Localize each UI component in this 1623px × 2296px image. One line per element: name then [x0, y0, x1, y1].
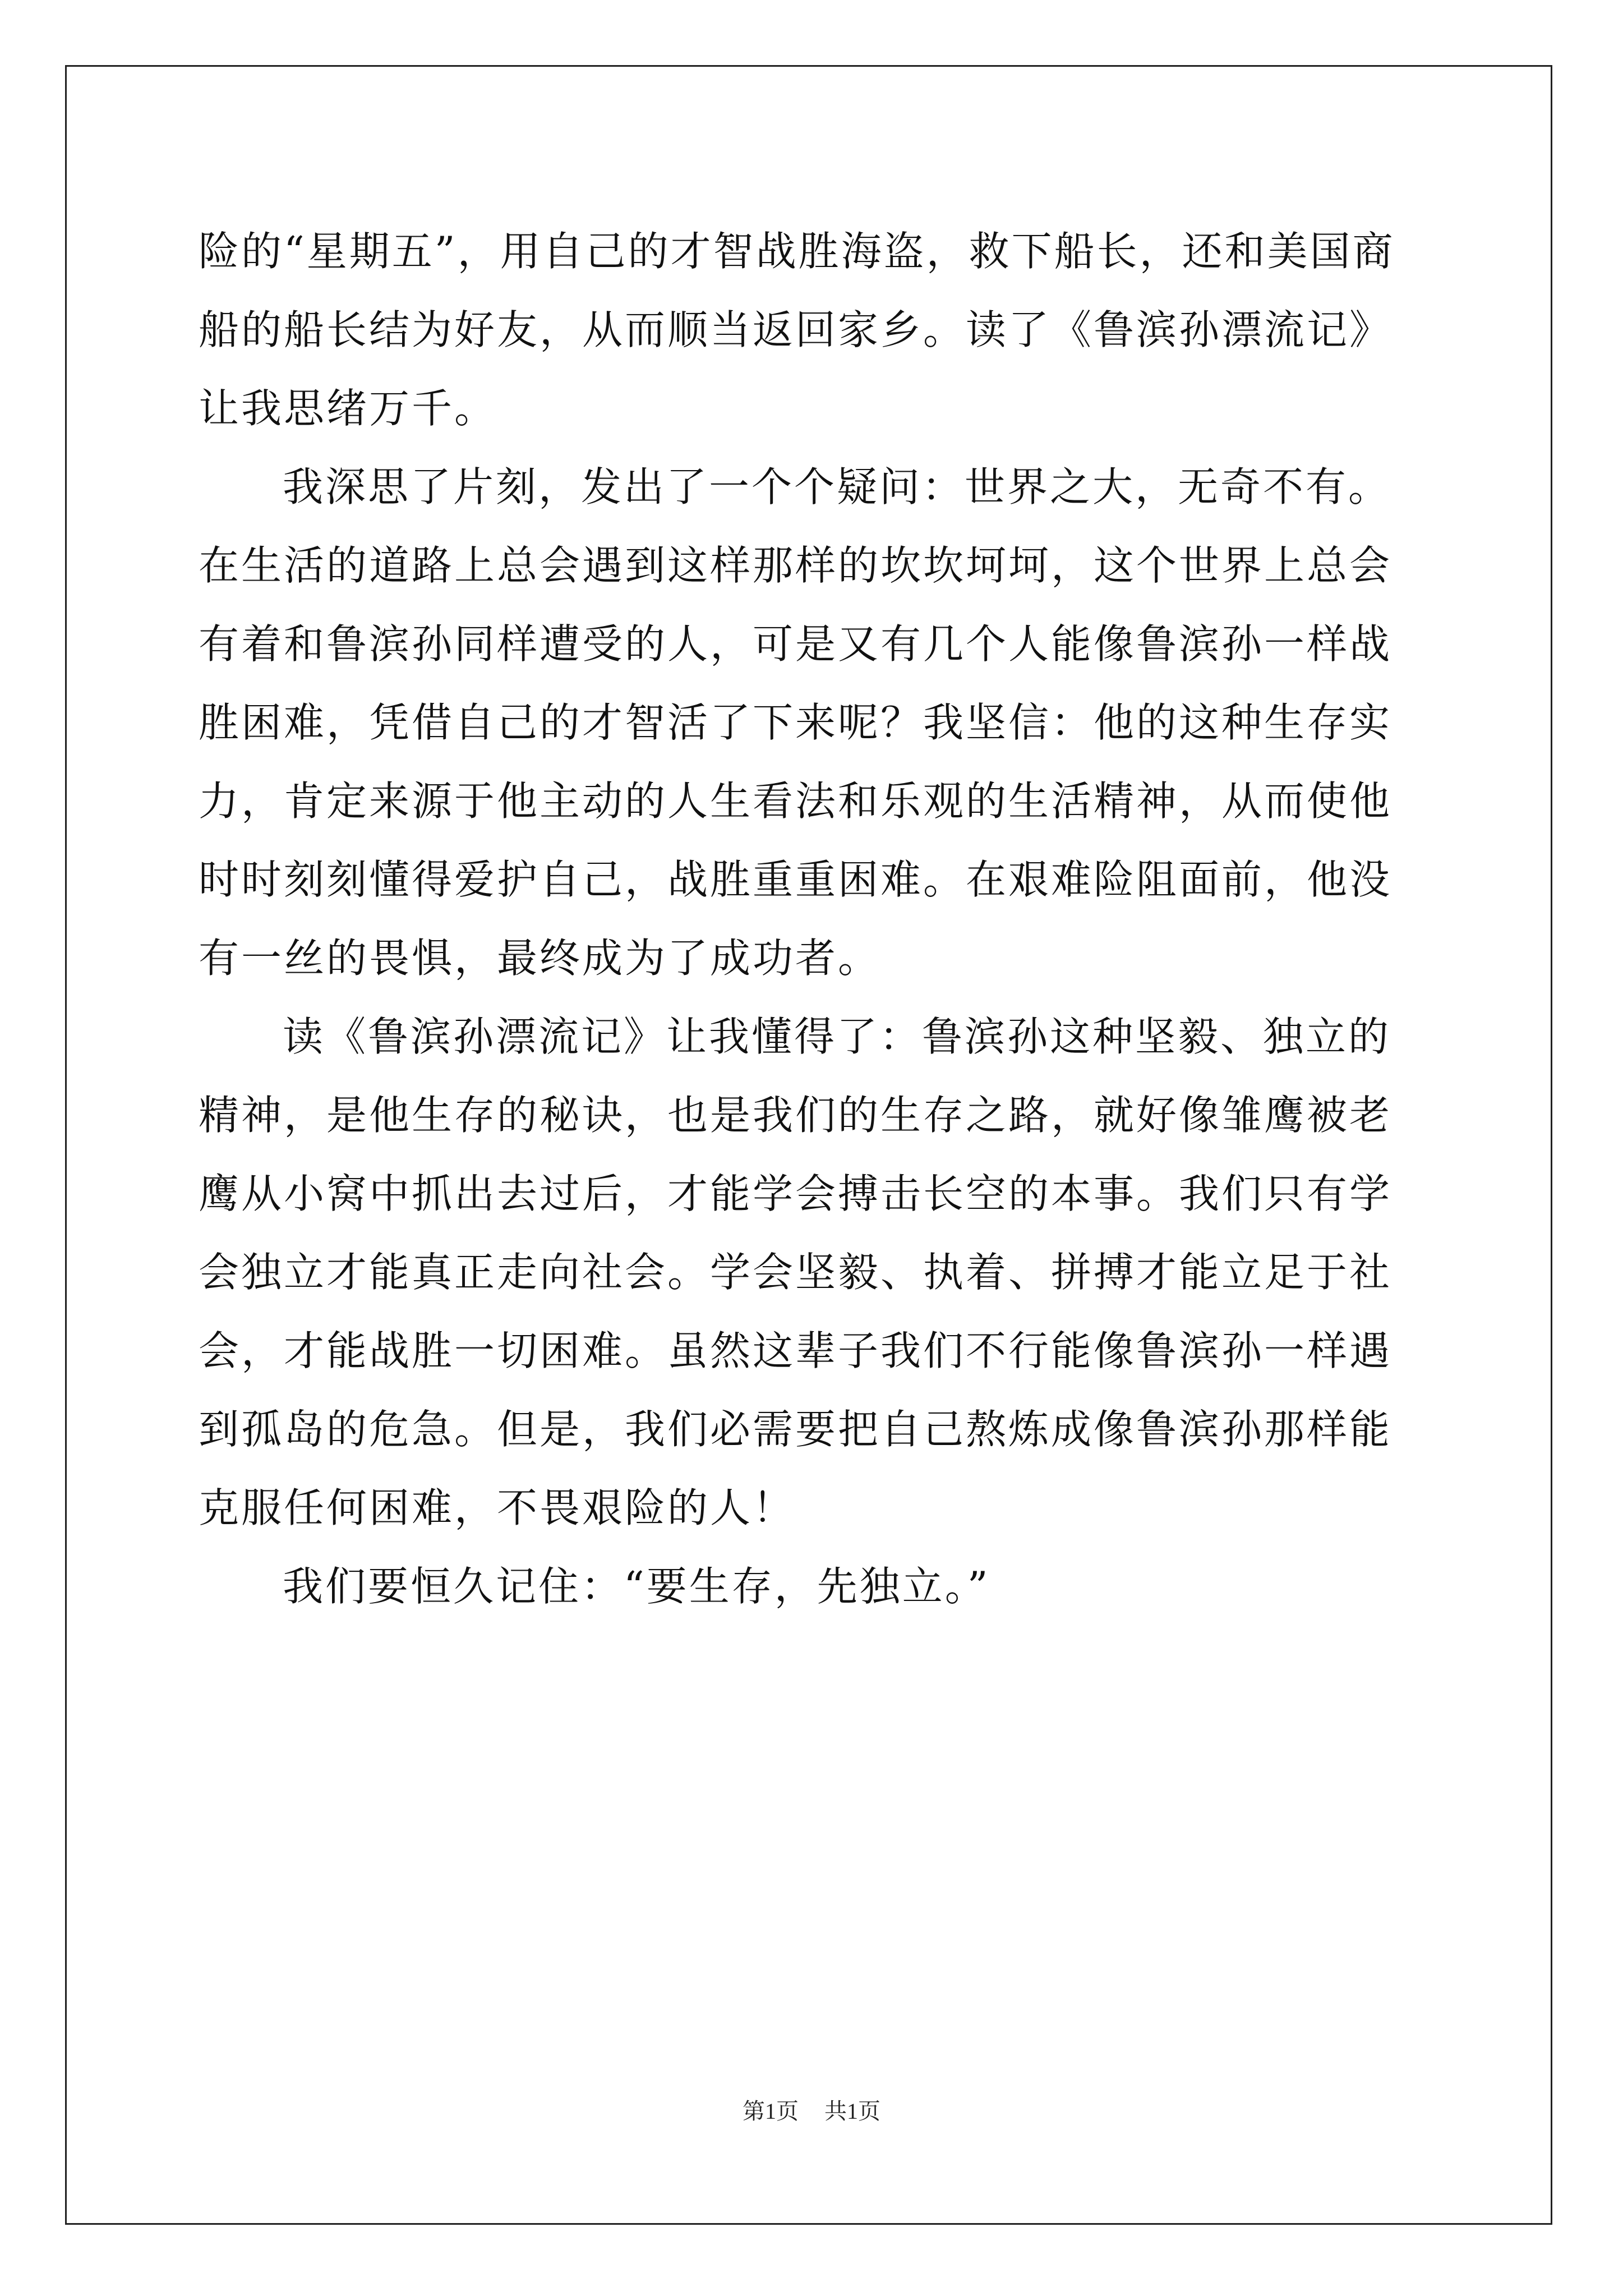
document-body: [199, 212, 1432, 1626]
page-number: 第1页: [743, 2099, 799, 2124]
paragraph-4: 我们要恒久记住：“要生存，先独立。”: [283, 1563, 990, 1610]
paragraph-3: 读《鲁滨孙漂流记》让我懂得了：鲁滨孙这种坚毅、独立的精神，是他生存的秘诀，也是我们的生存之路，就好像雏鹰被老鹰从小窝中抓出去过后，才能学会搏击长空的本事。我们只有学会独立才能真正走向社会。学会坚毅、执着、拼搏才能立足于社会，才能战胜一切困难。虽然这辈子我们不行能像鲁滨孙一样遇到孤岛的危急。但是，我们必需要把自己熬炼成像鲁滨孙那样能克服任何困难，不畏艰险的人！: [199, 1013, 1393, 1531]
paragraph-1: 险的“星期五”，用自己的才智战胜海盗，救下船长，还和美国商船的船长结为好友，从而顺当返回家乡。读了《鲁滨孙漂流记》让我思绪万千。: [199, 228, 1395, 432]
page-total: 共1页: [824, 2099, 880, 2124]
page-footer: [0, 2095, 1623, 2128]
paragraph-2: 我深思了片刻，发出了一个个疑问：世界之大，无奇不有。在生活的道路上总会遇到这样那样的坎坎坷坷，这个世界上总会有着和鲁滨孙同样遭受的人，可是又有几个人能像鲁滨孙一样战胜困难，凭借自己的才智活了下来呢？我坚信：他的这种生存实力，肯定来源于他主动的人生看法和乐观的生活精神，从而使他时时刻刻懂得爱护自己，战胜重重困难。在艰难险阻面前，他没有一丝的畏惧，最终成为了成功者。: [199, 463, 1393, 982]
